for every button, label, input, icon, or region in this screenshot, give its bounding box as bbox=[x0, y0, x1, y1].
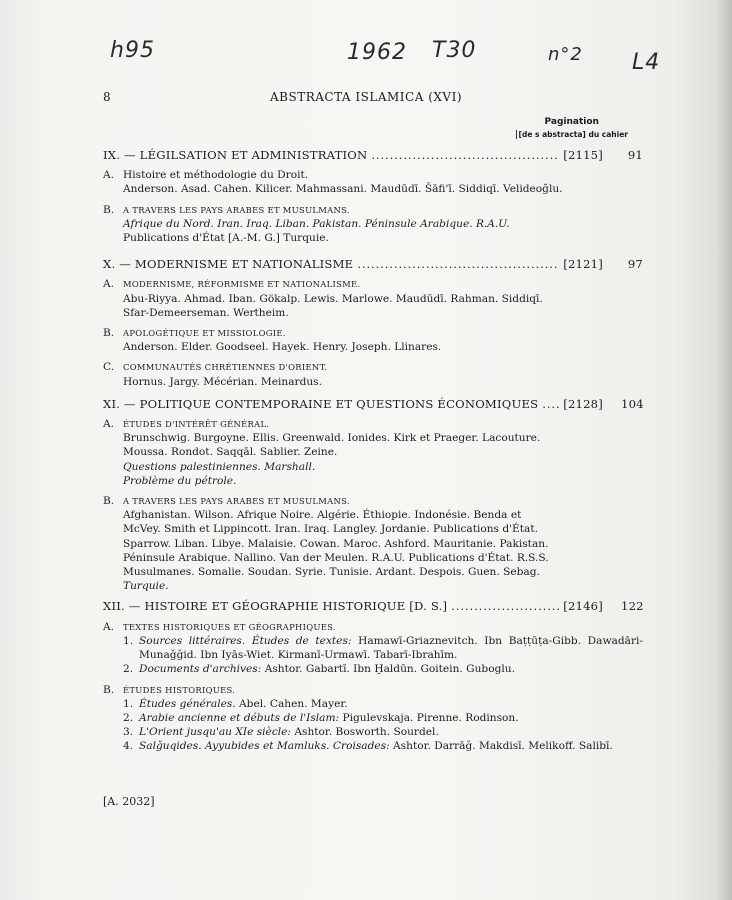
subsection-letter: B. bbox=[103, 327, 115, 340]
country-list: Turquie. bbox=[123, 580, 169, 593]
item-number: 4. bbox=[123, 740, 134, 753]
subsection-heading: ÉTUDES HISTORIQUES. bbox=[123, 684, 236, 695]
subsection-heading: COMMUNAUTÉS CHRÉTIENNES D'ORIENT. bbox=[123, 362, 328, 373]
item-text: Abel. Cahen. Mayer. bbox=[239, 697, 348, 710]
section-ref: [2115] bbox=[563, 148, 603, 162]
handwritten-note-a: h95 bbox=[110, 38, 155, 63]
section-page: 104 bbox=[621, 396, 644, 411]
table-of-contents bbox=[103, 148, 643, 754]
subsection bbox=[103, 620, 643, 634]
author-list: Sfar-Demeerseman. Wertheim. bbox=[123, 306, 289, 319]
item-number: 2. bbox=[123, 663, 134, 676]
item-body bbox=[139, 662, 643, 676]
subsection-heading: Histoire et méthodologie du Droit. bbox=[123, 169, 309, 182]
item-label: Salǧuqides. Ayyubides et Mamluks. Croisades: bbox=[139, 740, 390, 753]
author-list bbox=[123, 579, 643, 593]
author-list: Anderson. Elder. Goodseel. Hayek. Henry. Joseph. Llinares. bbox=[123, 341, 442, 354]
numbered-item bbox=[123, 725, 643, 739]
subsection bbox=[103, 417, 643, 431]
item-body bbox=[139, 634, 643, 662]
section-page: 97 bbox=[627, 257, 643, 272]
numbered-item bbox=[123, 634, 643, 662]
item-body bbox=[139, 711, 643, 725]
subsection bbox=[103, 203, 643, 217]
numbered-item bbox=[123, 697, 643, 711]
leader-dots bbox=[542, 397, 559, 411]
item-number: 1. bbox=[123, 697, 134, 710]
section-heading bbox=[103, 148, 643, 162]
subsection-letter: B. bbox=[103, 495, 115, 508]
author-list: Publications d'État [A.-M. G.] Turquie. bbox=[123, 232, 329, 245]
subsection-heading: A TRAVERS LES PAYS ARABES ET MUSULMANS. bbox=[123, 204, 350, 215]
section-heading bbox=[103, 599, 643, 613]
item-text: Ashtor. Darrāǧ. Makdisī. Melikoff. Salibī. bbox=[393, 740, 613, 753]
section-ref: [2146] bbox=[563, 599, 603, 614]
pagination-title: Pagination bbox=[544, 117, 599, 127]
item-label: Sources littéraires. Études de textes: bbox=[139, 634, 352, 647]
subsection-letter: A. bbox=[103, 418, 115, 431]
author-list: Hornus. Jargy. Mécérian. Meinardus. bbox=[123, 375, 322, 388]
subsection bbox=[103, 683, 643, 697]
author-list: Moussa. Rondot. Saqqāl. Sablier. Zeine. bbox=[123, 446, 338, 459]
item-body bbox=[139, 725, 643, 739]
subsection bbox=[103, 360, 643, 374]
section-title: XII. — HISTOIRE ET GÉOGRAPHIE HISTORIQUE [D. S.] bbox=[103, 599, 448, 614]
author-list: Péninsule Arabique. Nallino. Van der Meulen. R.A.U. Publications d'État. R.S.S. bbox=[123, 551, 549, 564]
subsection-heading: MODERNISME, RÉFORMISME ET NATIONALISME. bbox=[123, 279, 361, 290]
handwritten-year: 1962 bbox=[347, 40, 407, 65]
leader-dots bbox=[357, 257, 559, 271]
author-list: Sparrow. Liban. Libye. Malaisie. Cowan. Maroc. Ashford. Mauritanie. Pakistan. bbox=[123, 537, 549, 550]
handwritten-shelf: L4 bbox=[632, 50, 661, 75]
subsection-heading: A TRAVERS LES PAYS ARABES ET MUSULMANS. bbox=[123, 496, 350, 507]
section-ref: [2121] bbox=[563, 257, 603, 272]
item-label: L'Orient jusqu'au XIe siècle: bbox=[139, 726, 291, 739]
subsection-letter: B. bbox=[103, 683, 115, 696]
author-list: Abu-Riyya. Ahmad. Iban. Gökalp. Lewis. Marlowe. Maudūdī. Rahman. Siddiqī. bbox=[123, 292, 543, 305]
item-label: Arabie ancienne et débuts de l'Islam: bbox=[139, 711, 340, 724]
item-text: Pigulevskaja. Pirenne. Rodinson. bbox=[342, 711, 519, 724]
author-list bbox=[123, 474, 643, 488]
section-title: IX. — LÉGILSATION ET ADMINISTRATION bbox=[103, 148, 368, 162]
page-number: 8 bbox=[103, 90, 111, 104]
country-list: Afrique du Nord. Iran. Iraq. Liban. Pakistan. Péninsule Arabique. R.A.U. bbox=[123, 217, 510, 230]
numbered-item bbox=[123, 711, 643, 725]
leader-dots bbox=[371, 148, 559, 162]
section-heading bbox=[103, 397, 643, 411]
section-page: 122 bbox=[621, 599, 644, 614]
subsection-heading: APOLOGÉTIQUE ET MISSIOLOGIE. bbox=[123, 328, 286, 339]
author-list: Afghanistan. Wilson. Afrique Noire. Algérie. Éthiopie. Indonésie. Benda et bbox=[123, 509, 522, 522]
leader-dots bbox=[451, 599, 559, 613]
subsection-letter: A. bbox=[103, 169, 115, 182]
author-list: Anderson. Asad. Cahen. Kilicer. Mahmassani. Maudūdī. Šāfi'ī. Siddiqī. Velideoğlu. bbox=[123, 183, 563, 196]
author-list: McVey. Smith et Lippincott. Iran. Iraq. Langley. Jordanie. Publications d'État. bbox=[123, 523, 538, 536]
pagination-legend bbox=[516, 117, 628, 139]
item-text: Ashtor. Gabartī. Ibn Ḫaldūn. Goitein. Guboglu. bbox=[264, 663, 515, 676]
section-title: XI. — POLITIQUE CONTEMPORAINE ET QUESTIONS ÉCONOMIQUES bbox=[103, 396, 539, 411]
page-edge-shadow bbox=[716, 0, 732, 900]
footer-reference: [A. 2032] bbox=[103, 795, 155, 808]
numbered-item bbox=[123, 739, 643, 753]
item-number: 1. bbox=[123, 634, 134, 647]
item-number: 3. bbox=[123, 726, 134, 739]
handwritten-volume: T30 bbox=[432, 38, 477, 63]
item-label: Documents d'archives: bbox=[139, 663, 262, 676]
item-text: Ashtor. Bosworth. Sourdel. bbox=[294, 726, 439, 739]
author-list: Brunschwig. Burgoyne. Ellis. Greenwald. Ionides. Kirk et Praeger. Lacouture. bbox=[123, 432, 541, 445]
author-list bbox=[123, 460, 643, 474]
item-number: 2. bbox=[123, 711, 134, 724]
section-page: 91 bbox=[627, 148, 643, 162]
subsection-heading: ÉTUDES D'INTÉRÊT GÉNÉRAL. bbox=[123, 419, 270, 430]
numbered-item bbox=[123, 662, 643, 676]
topic-line: Problème du pétrole. bbox=[123, 474, 237, 487]
subsection bbox=[103, 168, 643, 182]
section-ref: [2128] bbox=[563, 396, 603, 411]
item-body bbox=[139, 739, 643, 753]
topic-line: Questions palestiniennes. Marshall. bbox=[123, 460, 316, 473]
subsection bbox=[103, 494, 643, 508]
subsection-letter: A. bbox=[103, 278, 115, 291]
handwritten-number: n°2 bbox=[548, 44, 583, 65]
subsection bbox=[103, 326, 643, 340]
subsection-letter: B. bbox=[103, 203, 115, 216]
author-list bbox=[123, 217, 643, 231]
subsection bbox=[103, 277, 643, 291]
author-list: Musulmanes. Somalie. Soudan. Syrie. Tunisie. Ardant. Despois. Guen. Sebag. bbox=[123, 566, 540, 579]
item-text: Hamawī-Griaznevitch. Ibn Baṭṭūṭa-Gibb. Dawadāri-Munaǧǧid. Ibn Iyās-Wiet. Kirmanī-Urmawī. Tabarī-Ibrahīm. bbox=[139, 634, 643, 662]
item-body bbox=[139, 697, 643, 711]
pagination-subtitle: [de s abstracta] du cahier bbox=[516, 130, 628, 139]
section-title: X. — MODERNISME ET NATIONALISME bbox=[103, 257, 354, 272]
subsection-letter: A. bbox=[103, 620, 115, 633]
section-heading bbox=[103, 257, 643, 271]
item-label: Études générales. bbox=[139, 697, 236, 710]
subsection-heading: TEXTES HISTORIQUES ET GÉOGRAPHIQUES. bbox=[123, 621, 336, 632]
subsection-letter: C. bbox=[103, 361, 115, 374]
running-title: ABSTRACTA ISLAMICA (XVI) bbox=[269, 90, 463, 104]
